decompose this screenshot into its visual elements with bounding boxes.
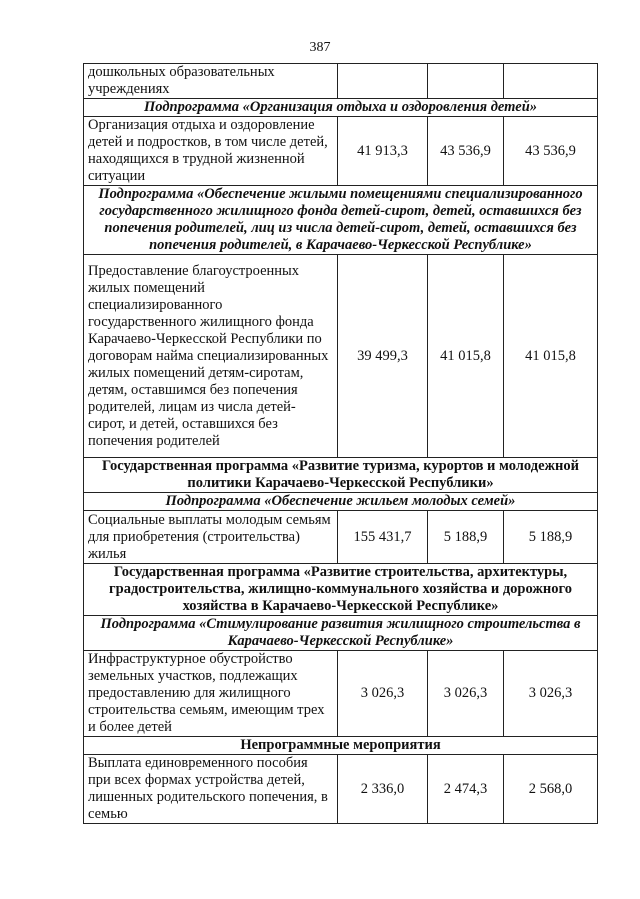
item-description: Социальные выплаты молодым семьям для приобретения (строительства) жилья: [84, 511, 338, 564]
value-year-3: [504, 64, 598, 99]
value-year-3: 5 188,9: [504, 511, 598, 564]
value-year-1: 3 026,3: [338, 651, 428, 737]
value-year-1: [338, 64, 428, 99]
subprogram-row: [84, 186, 598, 255]
item-description: Инфраструктурное обустройство земельных участков, подлежащих предоставлению для жилищного строительства семьям, имеющим трех и более детей: [84, 651, 338, 737]
subprogram-title: Подпрограмма «Стимулирование развития жилищного строительства в Карачаево-Черкесской Республике»: [84, 616, 598, 651]
value-year-1: 39 499,3: [338, 255, 428, 458]
value-year-2: 43 536,9: [428, 117, 504, 186]
program-row: [84, 458, 598, 493]
program-title: Государственная программа «Развитие туризма, курортов и молодежной политики Карачаево-Черкесской Республики»: [84, 458, 598, 493]
table-row: [84, 651, 598, 737]
value-year-2: 3 026,3: [428, 651, 504, 737]
value-year-3: 2 568,0: [504, 755, 598, 824]
subprogram-row: [84, 616, 598, 651]
program-row: [84, 564, 598, 616]
value-year-1: 2 336,0: [338, 755, 428, 824]
value-year-1: 41 913,3: [338, 117, 428, 186]
value-year-3: 41 015,8: [504, 255, 598, 458]
value-year-2: 2 474,3: [428, 755, 504, 824]
item-description: дошкольных образовательных учреждениях: [84, 64, 338, 99]
value-year-2: 5 188,9: [428, 511, 504, 564]
value-year-3: 43 536,9: [504, 117, 598, 186]
value-year-3: 3 026,3: [504, 651, 598, 737]
value-year-1: 155 431,7: [338, 511, 428, 564]
table-row: [84, 511, 598, 564]
program-title: Государственная программа «Развитие строительства, архитектуры, градостроительства, жилищно-коммунального хозяйства и дорожного хозяйства в Карачаево-Черкесской Республике»: [84, 564, 598, 616]
table-row: [84, 255, 598, 458]
subprogram-row: [84, 493, 598, 511]
subprogram-title: Подпрограмма «Обеспечение жильем молодых семей»: [84, 493, 598, 511]
subprogram-title: Подпрограмма «Организация отдыха и оздоровления детей»: [84, 99, 598, 117]
item-description: Предоставление благоустроенных жилых помещений специализированного государственного жилищного фонда Карачаево-Черкесской Республики по договорам найма специализированных жилых помещений детям-сиротам, детям, оставшимся без попечения родителей, лицам из числа детей-сирот, и детей, оставшихся без попечения родителей: [84, 255, 338, 458]
subprogram-title: Подпрограмма «Обеспечение жилыми помещениями специализированного государственного жилищного фонда детей-сирот, детей, оставшихся без попечения родителей, лиц из числа детей-сирот, детей, оставшихся без попечения родителей, в Карачаево-Черкесской Республике»: [84, 186, 598, 255]
item-description: Организация отдыха и оздоровление детей и подростков, в том числе детей, находящихся в трудной жизненной ситуации: [84, 117, 338, 186]
item-description: Выплата единовременного пособия при всех формах устройства детей, лишенных родительского попечения, в семью: [84, 755, 338, 824]
subprogram-row: [84, 99, 598, 117]
value-year-2: 41 015,8: [428, 255, 504, 458]
value-year-2: [428, 64, 504, 99]
page-number: 387: [309, 40, 331, 55]
program-row: [84, 737, 598, 755]
program-title: Непрограммные мероприятия: [84, 737, 598, 755]
budget-table: [83, 63, 598, 824]
table-row: [84, 755, 598, 824]
table-row: [84, 117, 598, 186]
table-row: [84, 64, 598, 99]
